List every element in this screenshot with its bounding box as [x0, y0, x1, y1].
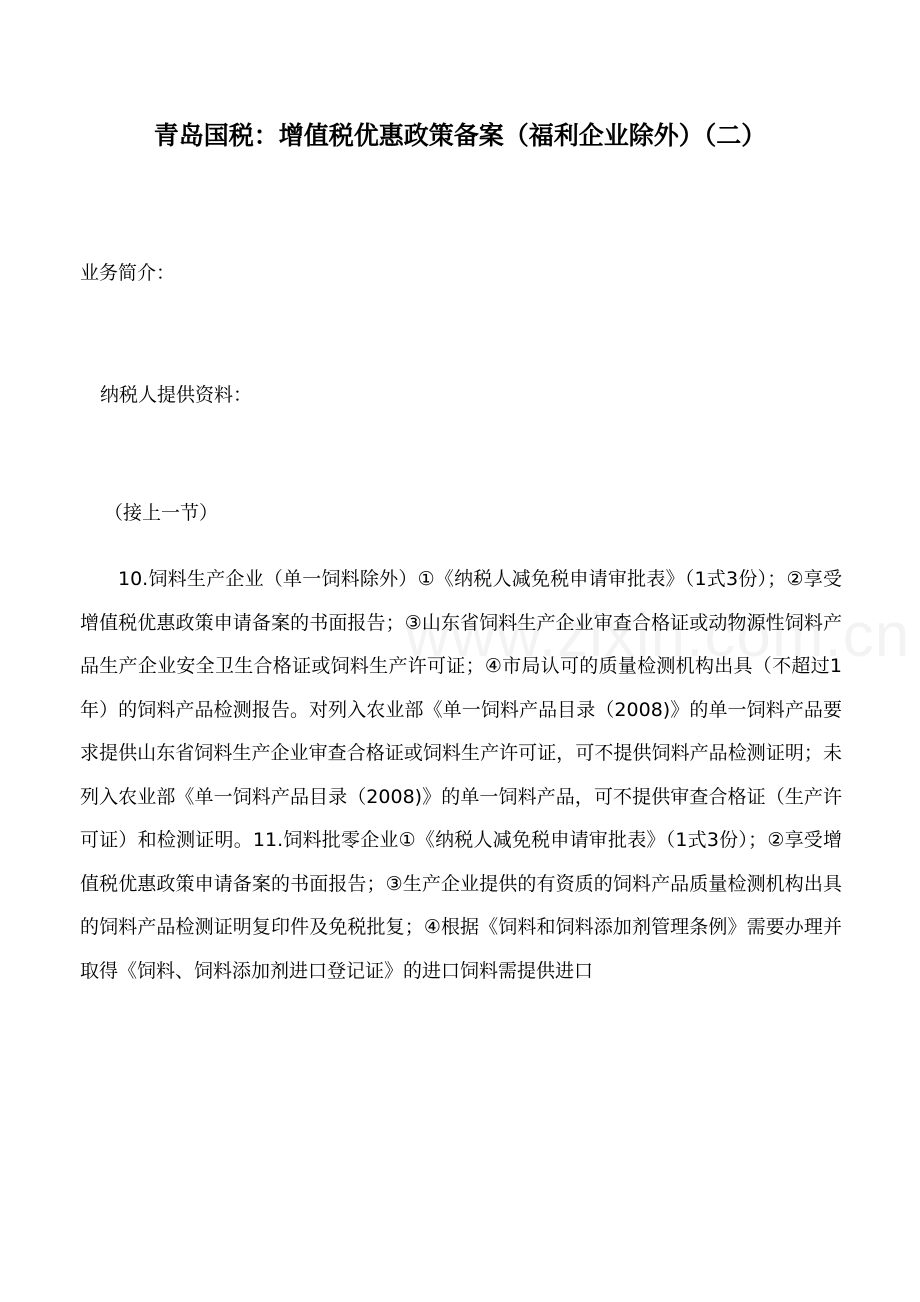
section-materials-heading: 纳税人提供资料： — [100, 384, 253, 406]
document-title: 青岛国税：增值税优惠政策备案（福利企业除外）（二） — [153, 121, 767, 150]
section-summary-heading: 业务简介： — [80, 262, 176, 284]
body-paragraph: 10.饲料生产企业（单一饲料除外）①《纳税人减免税申请审批表》（1式3份）；②享受增值税优惠政策申请备案的书面报告；③山东省饲料生产企业审查合格证或动物源性饲料产品生产企业安全卫生合格证或饲料生产许可证；④市局认可的质量检测机构出具（不超过1年）的饲料产品检测报告。对列入农业部《单一饲料产品目录（2008)》的单一饲料产品要求提供山东省饲料生产企业审查合格证或饲料生产许可证，可不提供饲料产品检测证明；未列入农业部《单一饲料产品目录（2008)》的单一饲料产品，可不提供审查合格证（生产许可证）和检测证明。11.饲料批零企业①《纳税人减免税申请审批表》（1式3份）；②享受增值税优惠政策申请备案的书面报告；③生产企业提供的有资质的饲料产品质量检测机构出具的饲料产品检测证明复印件及免税批复；④根据《饲料和饲料添加剂管理条例》需要办理并取得《饲料、饲料添加剂进口登记证》的进口饲料需提供进口 — [80, 568, 842, 982]
continued-note: （接上一节） — [104, 502, 219, 524]
